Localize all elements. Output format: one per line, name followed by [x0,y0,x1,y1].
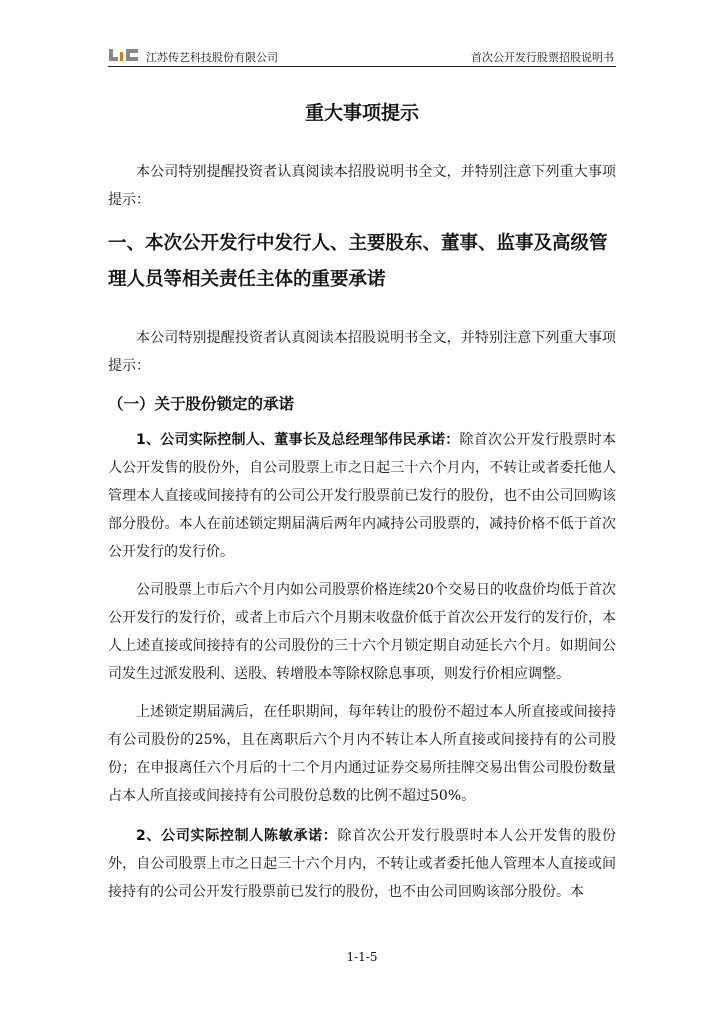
commitment-paragraph: 公司股票上市后六个月内如公司股票价格连续20个交易日的收盘价均低于首次公开发行的发行价，或者上市后六个月期末收盘价低于首次公开发行的发行价，本人上述直接或间接持有的公司股份的三十六个月锁定期自动延长六个月。如期间公司发生过派发股利、送股、转增股本等除权除息事项，则发行价相应调整。 [108,582,616,682]
subsection-heading: （一）关于股份锁定的承诺 [108,395,295,413]
commitment-paragraph [108,822,616,906]
commitment-paragraph: 上述锁定期届满后，在任职期间，每年转让的股份不超过本人所直接或间接持有公司股份的25%，且在离职后六个月内不转让本人所直接或间接持有的公司股份；在申报离任六个月后的十二个月内通过证券交易所挂牌交易出售公司股份数量占本人所直接或间接持有公司股份总数的比例不超过50%。 [108,704,616,804]
section-heading: 一、本次公开发行中发行人、主要股东、董事、监事及高级管理人员等相关责任主体的重要承诺 [108,233,608,290]
page-number: 1-1-5 [346,950,378,964]
page-header [108,46,616,67]
page-content [108,98,616,906]
commitment-text: 除首次公开发行股票时本人公开发售的股份外，自公司股票上市之日起三十六个月内，不转让或者委托他人管理本人直接或间接持有的公司公开发行股票前已发行的股份，也不由公司回购该部分股份。本 [108,828,616,900]
commitment-lead: 1、公司实际控制人、董事长及总经理邹伟民承诺： [136,432,460,448]
section-intro-paragraph: 本公司特别提醒投资者认真阅读本招股说明书全文，并特别注意下列重大事项提示： [108,330,616,374]
intro-paragraph: 本公司特别提醒投资者认真阅读本招股说明书全文，并特别注意下列重大事项提示： [108,164,616,208]
commitment-lead: 2、公司实际控制人陈敏承诺： [136,828,338,844]
commitment-paragraph [108,426,616,566]
commitment-text: 除首次公开发行股票时本人公开发售的股份外，自公司股票上市之日起三十六个月内，不转让或者委托他人管理本人直接或间接持有的公司公开发行股票前已发行的股份，也不由公司回购该部分股份。本人在前述锁定期届满后两年内减持公司股票的，减持价格不低于首次公开发行的发行价。 [108,432,616,560]
page-title: 重大事项提示 [304,102,419,124]
document-title: 首次公开发行股票招股说明书 [471,51,614,64]
company-name: 江苏传艺科技股份有限公司 [146,51,278,64]
company-logo [108,48,140,62]
